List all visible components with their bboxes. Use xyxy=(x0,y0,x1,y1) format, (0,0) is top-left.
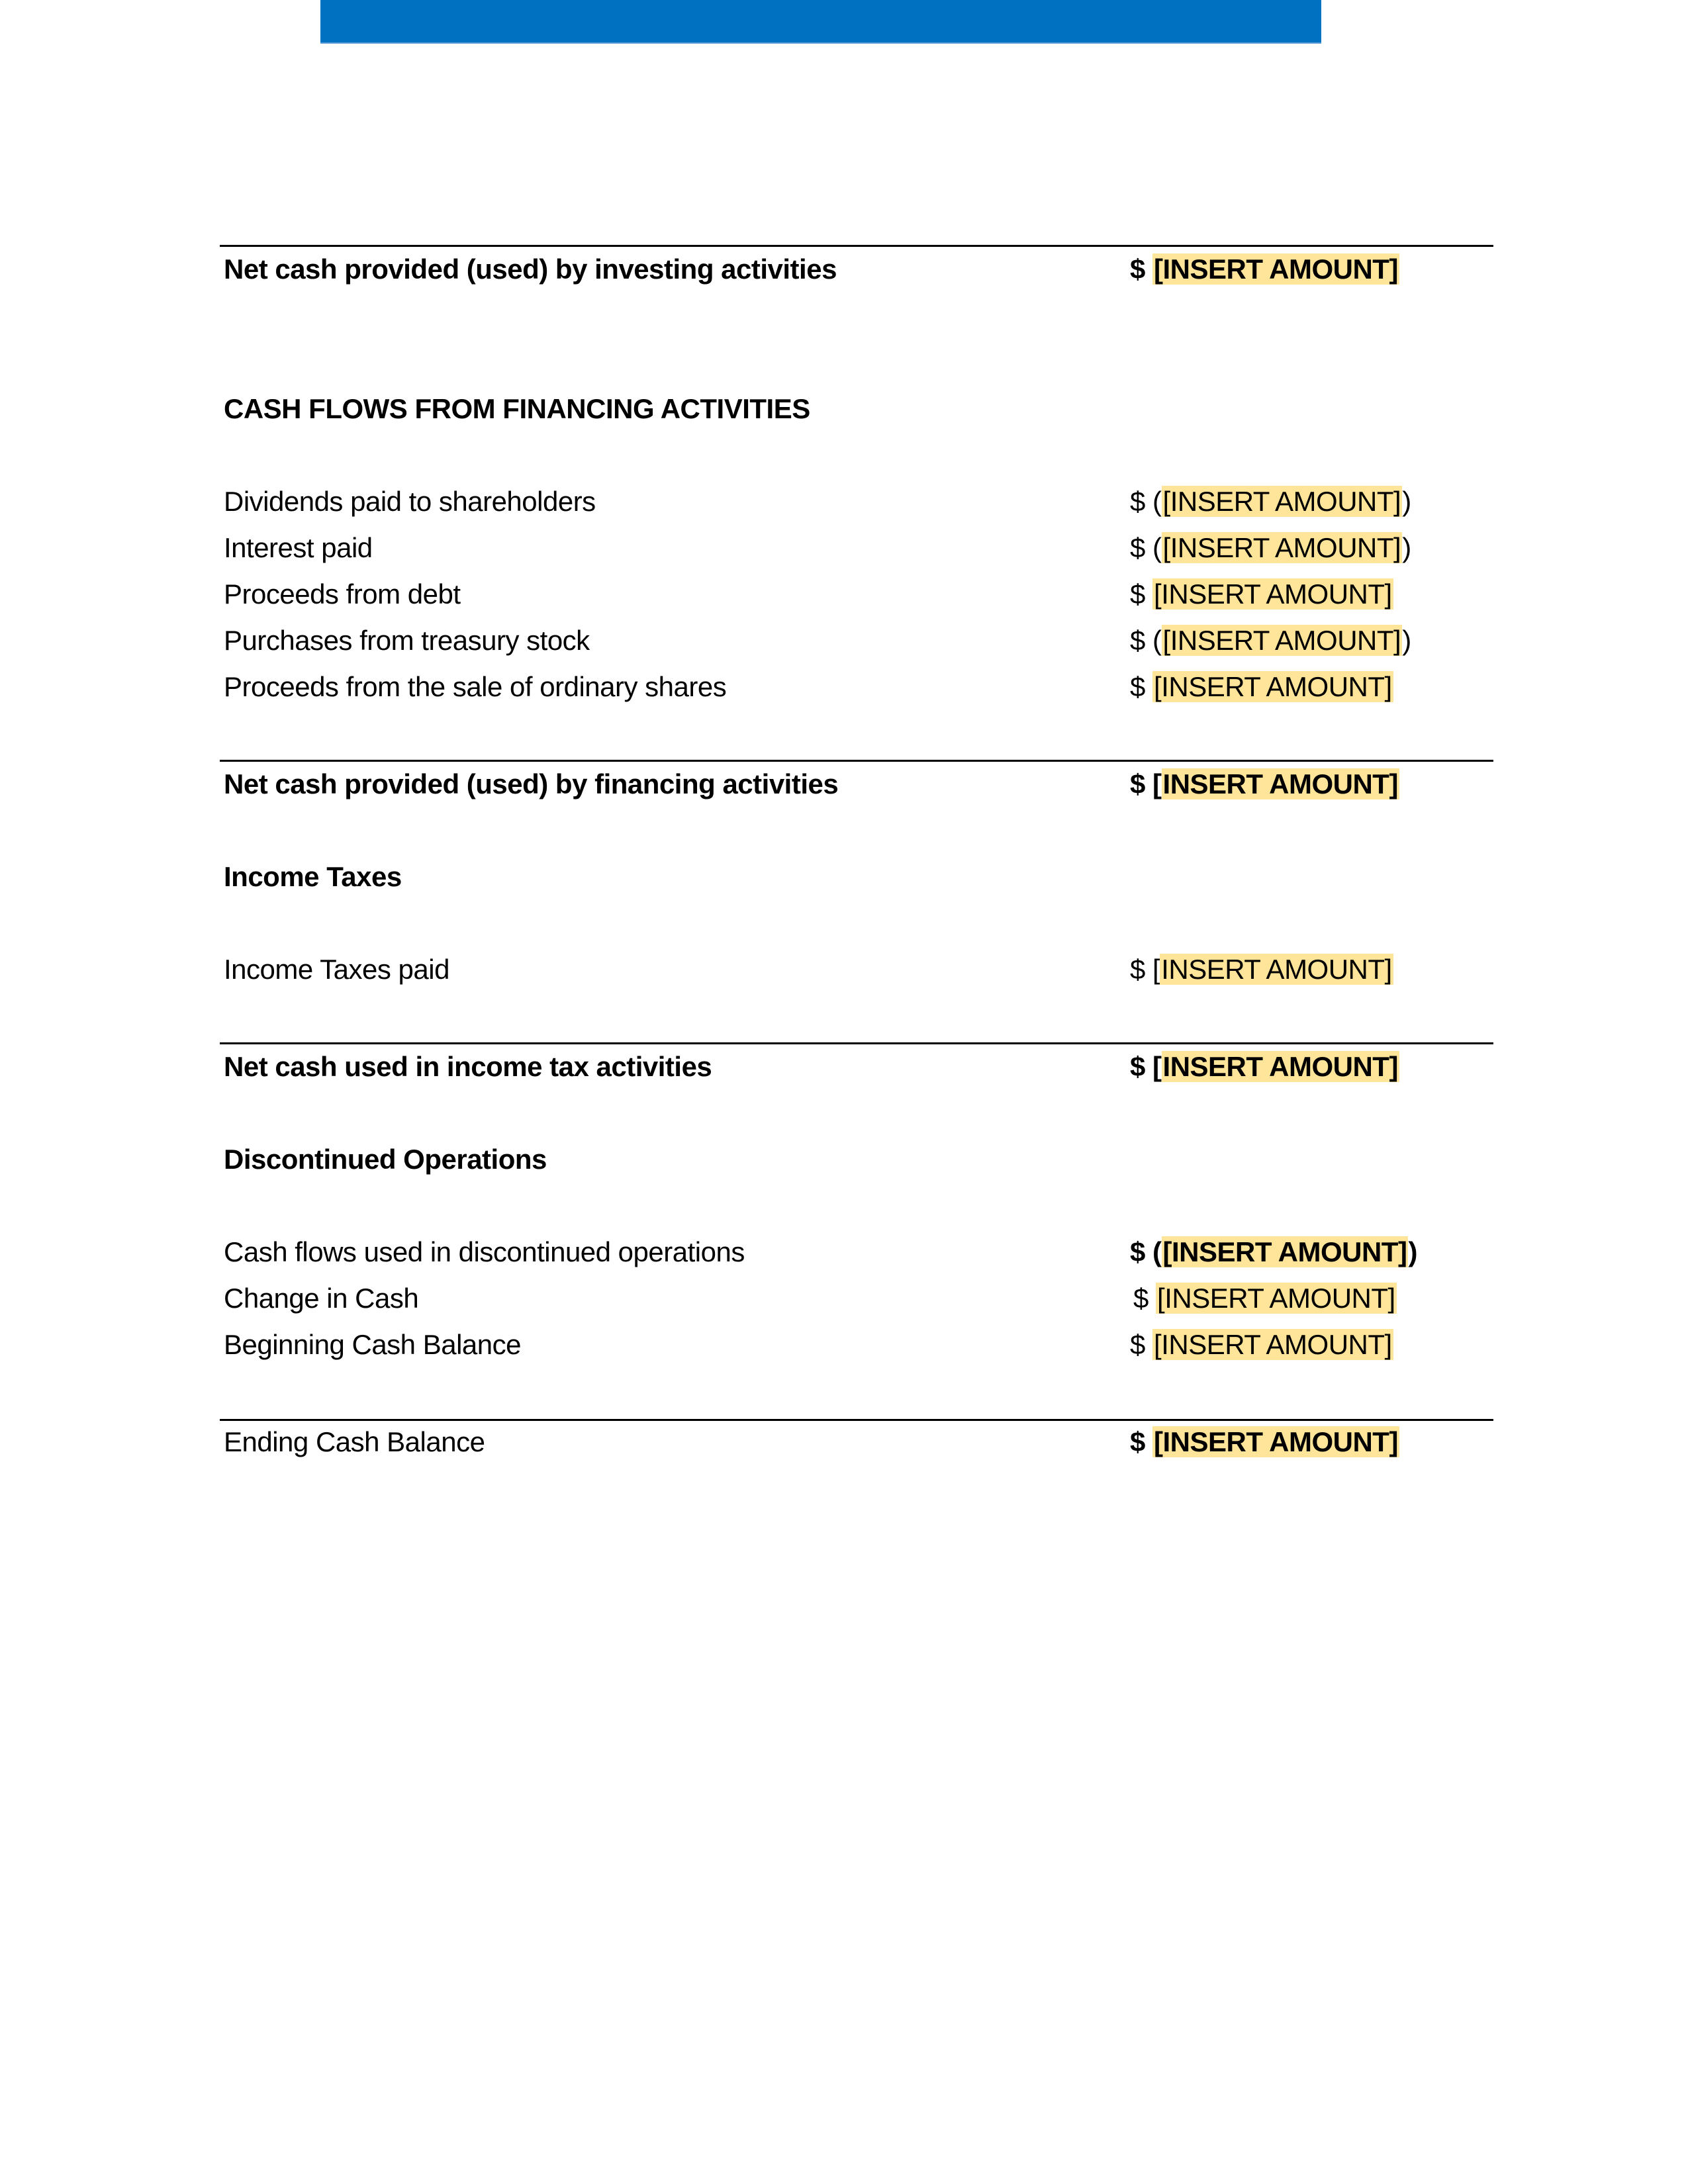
amount-placeholder[interactable]: [INSERT AMOUNT] xyxy=(1154,253,1398,285)
investing-total-row xyxy=(224,250,1493,289)
amount-placeholder[interactable]: [INSERT AMOUNT] xyxy=(1162,625,1401,656)
financing-item-amount[interactable] xyxy=(1130,621,1411,660)
currency-symbol: $ xyxy=(1130,253,1145,285)
discontinued-item-amount[interactable] xyxy=(1130,1232,1417,1272)
financing-item-label: Purchases from treasury stock xyxy=(224,625,590,656)
currency-symbol: $ xyxy=(1130,532,1145,563)
discontinued-item-row xyxy=(224,1232,1493,1272)
currency-symbol: $ xyxy=(1130,1051,1145,1082)
currency-symbol: $ xyxy=(1130,1329,1145,1360)
divider-rule xyxy=(220,1042,1493,1044)
discontinued-item-label: Change in Cash xyxy=(224,1283,419,1314)
financing-heading-row xyxy=(224,389,1493,429)
financing-item-row xyxy=(224,528,1493,568)
currency-symbol: $ xyxy=(1133,1283,1149,1314)
financing-total-amount[interactable] xyxy=(1130,764,1399,804)
financing-item-row xyxy=(224,621,1493,660)
financing-item-row xyxy=(224,574,1493,614)
discontinued-item-label: Beginning Cash Balance xyxy=(224,1329,521,1360)
amount-placeholder[interactable]: INSERT AMOUNT] xyxy=(1161,954,1392,985)
currency-symbol: $ xyxy=(1130,671,1145,702)
financing-heading: CASH FLOWS FROM FINANCING ACTIVITIES xyxy=(224,393,810,424)
amount-placeholder[interactable]: INSERT AMOUNT] xyxy=(1162,768,1398,799)
currency-symbol: $ xyxy=(1130,954,1145,985)
income-taxes-item-label: Income Taxes paid xyxy=(224,954,449,985)
paren-close: ) xyxy=(1402,486,1411,517)
paren-close: ) xyxy=(1402,625,1411,656)
amount-placeholder[interactable]: INSERT AMOUNT] xyxy=(1162,1051,1398,1082)
financing-item-label: Interest paid xyxy=(224,532,373,563)
income-taxes-heading-row xyxy=(224,857,1493,897)
financing-item-row xyxy=(224,667,1493,707)
bracket-open: [ xyxy=(1152,768,1162,799)
financing-item-label: Dividends paid to shareholders xyxy=(224,486,596,517)
financing-item-amount[interactable] xyxy=(1130,667,1393,707)
financing-item-amount[interactable] xyxy=(1130,528,1411,568)
amount-placeholder[interactable]: [INSERT AMOUNT] xyxy=(1154,1329,1392,1360)
discontinued-item-label: Cash flows used in discontinued operations xyxy=(224,1236,745,1267)
currency-symbol: $ xyxy=(1130,1236,1145,1267)
discontinued-item-row xyxy=(224,1279,1493,1318)
discontinued-item-amount[interactable] xyxy=(1133,1279,1397,1318)
divider-rule xyxy=(220,1419,1493,1421)
amount-placeholder[interactable]: [INSERT AMOUNT] xyxy=(1154,671,1392,702)
amount-placeholder[interactable]: [INSERT AMOUNT] xyxy=(1162,532,1401,563)
ending-balance-label: Ending Cash Balance xyxy=(224,1426,485,1457)
paren-open: ( xyxy=(1152,625,1162,656)
investing-total-label: Net cash provided (used) by investing activities xyxy=(224,253,837,285)
currency-symbol: $ xyxy=(1130,625,1145,656)
amount-placeholder[interactable]: [INSERT AMOUNT] xyxy=(1157,1283,1395,1314)
currency-symbol: $ xyxy=(1130,486,1145,517)
amount-placeholder[interactable]: [INSERT AMOUNT] xyxy=(1162,486,1401,517)
discontinued-heading-row xyxy=(224,1140,1493,1179)
bracket-open: [ xyxy=(1152,954,1160,985)
currency-symbol: $ xyxy=(1130,1426,1145,1457)
paren-open: ( xyxy=(1152,486,1162,517)
currency-symbol: $ xyxy=(1130,768,1145,799)
amount-placeholder[interactable]: [INSERT AMOUNT] xyxy=(1154,1426,1398,1457)
financing-total-row xyxy=(224,764,1493,804)
income-taxes-item-row xyxy=(224,950,1493,989)
discontinued-item-amount[interactable] xyxy=(1130,1325,1393,1365)
ending-balance-amount[interactable] xyxy=(1130,1422,1399,1462)
investing-total-amount[interactable] xyxy=(1130,250,1399,289)
financing-item-label: Proceeds from debt xyxy=(224,578,461,610)
header-color-bar xyxy=(320,0,1321,44)
income-taxes-total-label: Net cash used in income tax activities xyxy=(224,1051,712,1082)
divider-rule xyxy=(220,760,1493,762)
financing-item-row xyxy=(224,482,1493,522)
divider-rule xyxy=(220,245,1493,247)
income-taxes-total-row xyxy=(224,1047,1493,1087)
paren-open: ( xyxy=(1152,532,1162,563)
financing-item-amount[interactable] xyxy=(1130,482,1411,522)
paren-close: ) xyxy=(1408,1236,1417,1267)
income-taxes-heading: Income Taxes xyxy=(224,861,402,892)
financing-total-label: Net cash provided (used) by financing activities xyxy=(224,768,839,799)
paren-open: ( xyxy=(1152,1236,1162,1267)
paren-close: ) xyxy=(1402,532,1411,563)
ending-balance-row xyxy=(224,1422,1493,1462)
amount-placeholder[interactable]: [INSERT AMOUNT] xyxy=(1162,1236,1407,1267)
bracket-open: [ xyxy=(1152,1051,1162,1082)
currency-symbol: $ xyxy=(1130,578,1145,610)
income-taxes-total-amount[interactable] xyxy=(1130,1047,1399,1087)
financing-item-label: Proceeds from the sale of ordinary shares xyxy=(224,671,727,702)
discontinued-item-row xyxy=(224,1325,1493,1365)
discontinued-heading: Discontinued Operations xyxy=(224,1144,547,1175)
income-taxes-item-amount[interactable] xyxy=(1130,950,1393,989)
financing-item-amount[interactable] xyxy=(1130,574,1393,614)
amount-placeholder[interactable]: [INSERT AMOUNT] xyxy=(1154,578,1392,610)
